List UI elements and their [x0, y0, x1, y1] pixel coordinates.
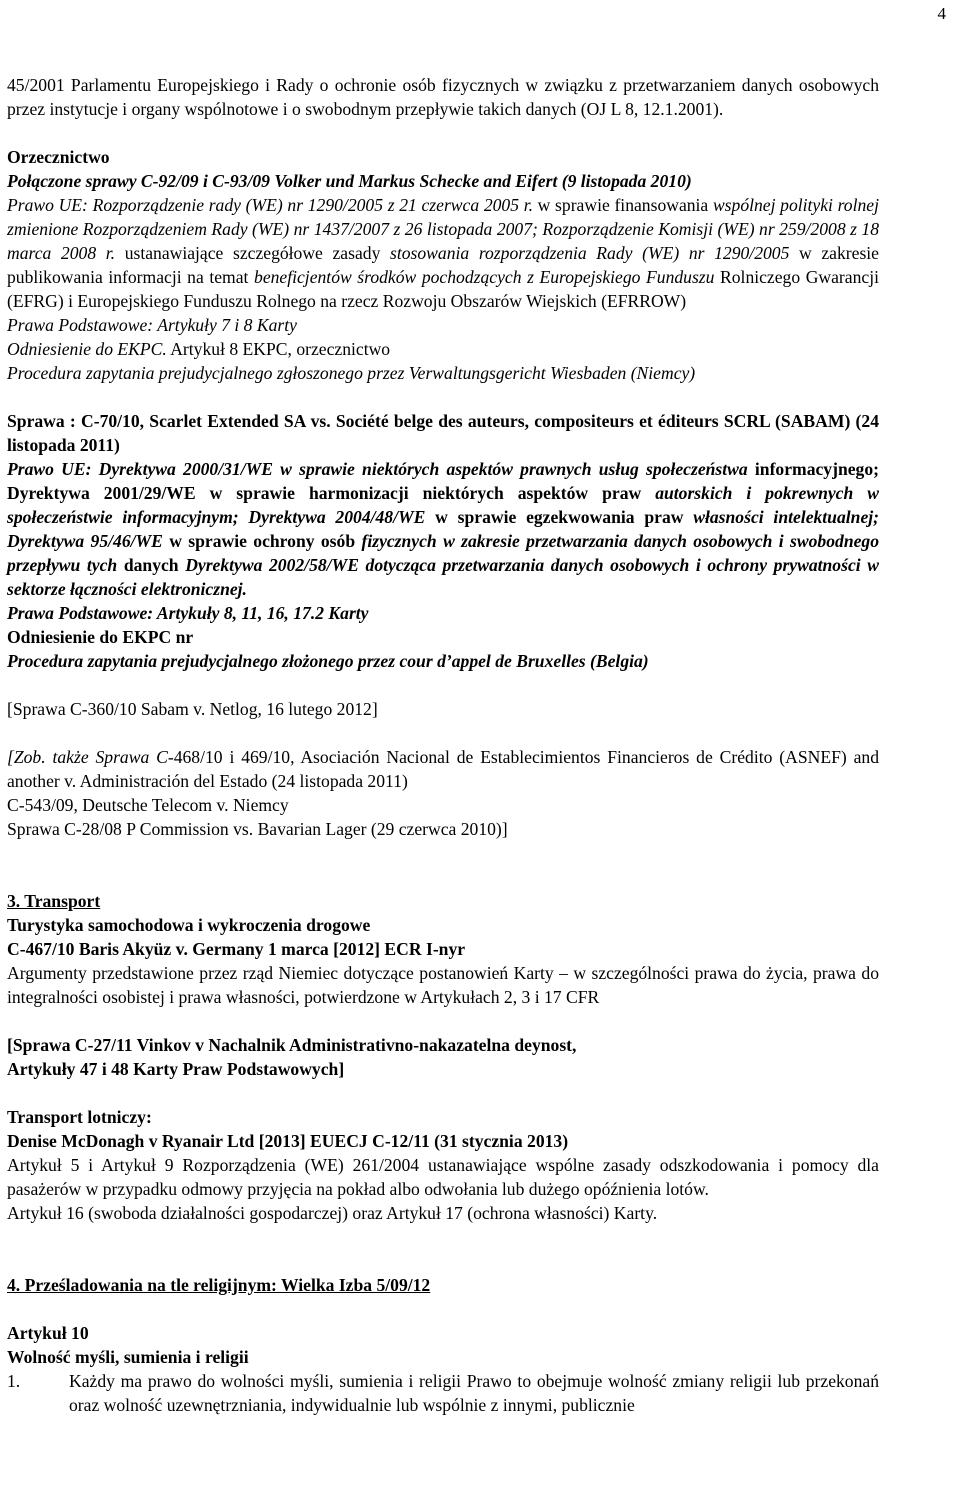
case2-law-part: Prawo UE: Dyrektywa 2000/31/WE w sprawie niektórych aspektów prawnych usług społeczeństwa [7, 459, 748, 479]
case2-procedure: Procedura zapytania prejudycjalnego złożonego przez cour d’appel de Bruxelles (Belgia) [7, 651, 649, 671]
see-also-part: [Zob. także Sprawa C [7, 747, 168, 767]
air-transport-text: Artykuł 16 (swoboda działalności gospodarczej) oraz Artykuł 17 (ochrona własności) Karty. [7, 1203, 658, 1223]
section3-ref-line: [Sprawa C-27/11 Vinkov v Nachalnik Administrativno-nakazatelna deynost, [7, 1035, 577, 1055]
case2-law-part: w sprawie ochrony osób [162, 531, 362, 551]
case2-law-part: autorskich i pokrewnych w społeczeństwie informacyjnym; Dyrektywa 2004/48/WE [7, 483, 879, 527]
article-item [7, 1369, 879, 1417]
page-number: 4 [937, 4, 946, 23]
case2-law [7, 457, 879, 601]
section3-case-title: C-467/10 Baris Akyüz v. Germany 1 marca [2012] ECR I-nyr [7, 939, 466, 959]
case1-reference [7, 337, 879, 361]
case1-law-part: stosowania rozporządzenia Rady (WE) nr 1290/2005 [390, 243, 790, 263]
case2-law-part: danych [117, 555, 186, 575]
case2-rights: Prawa Podstawowe: Artykuły 8, 11, 16, 17.2 Karty [7, 603, 369, 623]
case2-law-part: w sprawie egzekwowania praw [425, 507, 694, 527]
page-content [7, 73, 879, 1417]
see-also-part: -468/10 i 469/10, Asociación Nacional de Establecimientos Financieros de Crédito (ASNEF) and another v. Administración del Estado (24 listopada 2011) [7, 747, 879, 791]
air-transport-text: Artykuł 5 i Artykuł 9 Rozporządzenia (WE) 261/2004 ustanawiające wspólne zasady odszkodowania i pomocy dla pasażerów w przypadku odmowy przyjęcia na pokład albo odwołania lub dużego opóźnienia lotów. [7, 1155, 879, 1199]
case2-law-part: Dyrektywa 2002/58/WE dotycząca przetwarzania danych osobowych i ochrony prywatności w sektorze łączności elektronicznej. [7, 555, 879, 599]
case1-law-part: w zakresie publikowania informacji na temat [7, 243, 879, 287]
case1-law-part: beneficjentów środków pochodzących z Europejskiego Funduszu [254, 267, 715, 287]
case1-law-part: Prawo UE: Rozporządzenie rady (WE) nr 1290/2005 z 21 czerwca 2005 r. [7, 195, 533, 215]
section3-subheading: Turystyka samochodowa i wykroczenia drogowe [7, 915, 371, 935]
case1-title: Połączone sprawy C-92/09 i C-93/09 Volker und Markus Schecke and Eifert (9 listopada 2010) [7, 171, 692, 191]
section3-ref-line: Artykuły 47 i 48 Karty Praw Podstawowych] [7, 1059, 345, 1079]
case1-rights: Prawa Podstawowe: Artykuły 7 i 8 Karty [7, 315, 297, 335]
air-transport-heading: Transport lotniczy: [7, 1107, 152, 1127]
section3-text: Argumenty przedstawione przez rząd Niemiec dotyczące postanowień Karty – w szczególności prawa do życia, prawa do integralności osobistej i prawa własności, potwierdzone w Artykułach 2, 3 i 17 CFR [7, 963, 879, 1007]
case-law-heading: Orzecznictwo [7, 147, 110, 167]
see-also [7, 745, 879, 793]
section3-heading: 3. Transport [7, 891, 101, 911]
case1-law [7, 193, 879, 313]
case1-law-part: wspólnej polityki rolnej zmienione Rozporządzeniem Rady (WE) nr 1437/2007 z 26 listopada 2007; Rozporządzenie Komisji (WE) nr 259/2008 z 18 marca 2008 r. [7, 195, 879, 263]
case2-title: Sprawa : C-70/10, Scarlet Extended SA vs. Société belge des auteurs, compositeurs et éditeurs SCRL (SABAM) (24 listopada 2011) [7, 411, 879, 455]
case2-citation: [Sprawa C-360/10 Sabam v. Netlog, 16 lutego 2012] [7, 699, 378, 719]
article-item-text [69, 1369, 879, 1417]
article-number: Artykuł 10 [7, 1323, 89, 1343]
article-item-number: 1. [7, 1371, 21, 1391]
article-item-text-part: Każdy ma prawo do wolności myśli, sumienia i religii Prawo to obejmuje wolność zmiany religii lub przekonań oraz wolność uzewnętrzniania, indywidualnie lub wspólnie z innymi, publicznie [69, 1371, 879, 1415]
case1-law-part: ustanawiające szczegółowe zasady [115, 243, 390, 263]
case1-law-part: w sprawie finansowania [532, 195, 713, 215]
case2-reference: Odniesienie do EKPC nr [7, 627, 194, 647]
section4-heading: 4. Prześladowania na tle religijnym: Wielka Izba 5/09/12 [7, 1275, 431, 1295]
case1-reference-part: Artykuł 8 EKPC, orzecznictwo [166, 339, 391, 359]
intro-paragraph: 45/2001 Parlamentu Europejskiego i Rady o ochronie osób fizycznych w związku z przetwarzaniem danych osobowych przez instytucje i organy wspólnotowe i o swobodnym przepływie takich danych (OJ L 8, 12.1.2001). [7, 75, 879, 119]
case2-law-part: informacyjnego; Dyrektywa 2001/29/WE w sprawie harmonizacji niektórych aspektów praw [7, 459, 879, 503]
case1-procedure: Procedura zapytania prejudycjalnego zgłoszonego przez Verwaltungsgericht Wiesbaden (Niemcy) [7, 363, 696, 383]
see-also-line: Sprawa C-28/08 P Commission vs. Bavarian Lager (29 czerwca 2010)] [7, 819, 508, 839]
see-also-line: C-543/09, Deutsche Telecom v. Niemcy [7, 795, 289, 815]
case2-law-part: własności intelektualnej; Dyrektywa 95/46/WE [7, 507, 879, 551]
article-title: Wolność myśli, sumienia i religii [7, 1347, 249, 1367]
case1-law-part: Rolniczego Gwarancji (EFRG) i Europejskiego Funduszu Rolnego na rzecz Rozwoju Obszarów Wiejskich (EFRROW) [7, 267, 879, 311]
case1-reference-part: Odniesienie do EKPC. [7, 339, 167, 359]
case2-law-part: fizycznych w zakresie przetwarzania danych osobowych i swobodnego przepływu tych [7, 531, 880, 575]
air-transport-case: Denise McDonagh v Ryanair Ltd [2013] EUECJ C-12/11 (31 stycznia 2013) [7, 1131, 569, 1151]
